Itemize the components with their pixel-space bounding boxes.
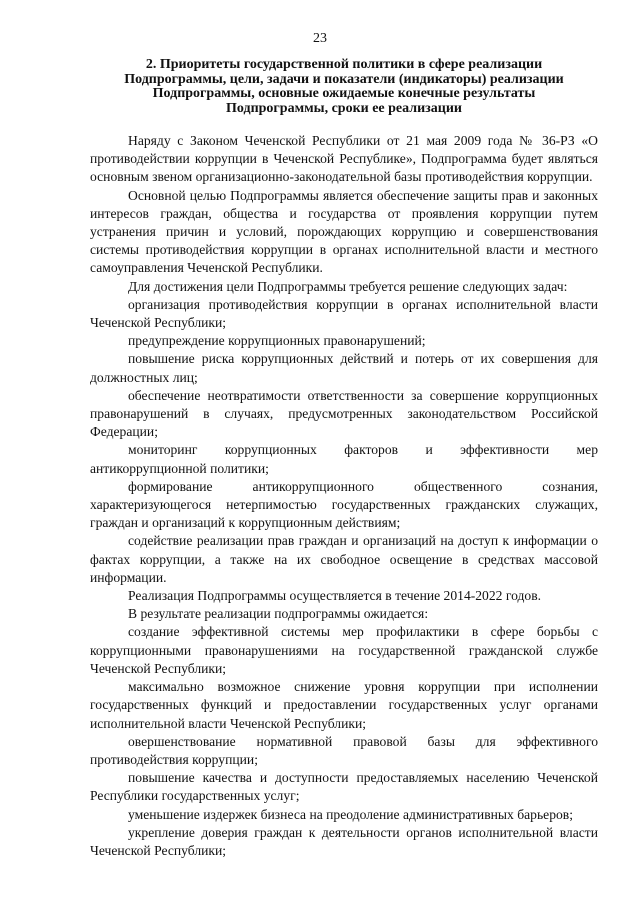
list-item: овершенствование нормативной правовой базы для эффективного противодействия коррупции; — [90, 733, 598, 767]
paragraph: Наряду с Законом Чеченской Республики от 21 мая 2009 года № 36-РЗ «О противодействии коррупции в Чеченской Республике», Подпрограмма будет являться основным звеном организационно-законодательной базы противодействия коррупции. — [90, 133, 598, 185]
page-number: 23 — [313, 31, 327, 46]
section-heading-line: 2. Приоритеты государственной политики в сфере реализации — [145, 57, 543, 72]
paragraph: Для достижения цели Подпрограммы требуется решение следующих задач: — [128, 278, 568, 294]
list-item: укрепление доверия граждан к деятельности органов исполнительной власти Чеченской Республики; — [90, 824, 598, 858]
section-heading-line: Подпрограммы, цели, задачи и показатели (индикаторы) реализации — [124, 71, 564, 87]
list-item: организация противодействия коррупции в органах исполнительной власти Чеченской Республики; — [90, 296, 598, 331]
paragraph: В результате реализации подпрограммы ожидается: — [128, 606, 429, 622]
list-item: предупреждение коррупционных правонарушений; — [128, 333, 426, 349]
section-heading-line: Подпрограммы, сроки ее реализации — [226, 100, 462, 116]
section-heading — [90, 58, 598, 116]
list-item: формирование антикоррупционного общественного сознания, характеризующегося нетерпимостью государственных гражданских служащих, граждан и организаций к коррупционным действиям; — [90, 478, 598, 531]
paragraph: Основной целью Подпрограммы является обеспечение защиты прав и законных интересов граждан, общества и государства от проявления коррупции путем устранения причин и условий, порождающих коррупцию и совершенствования системы противодействия коррупции в органах исполнительной власти и местного самоуправления Чеченской Республики. — [90, 187, 598, 276]
list-item: мониторинг коррупционных факторов и эффективности мер антикоррупционной политики; — [90, 442, 598, 476]
list-item: повышение качества и доступности предоставляемых населению Чеченской Республики государственных услуг; — [90, 770, 598, 804]
section-heading-line: Подпрограммы, основные ожидаемые конечные результаты — [152, 86, 536, 101]
list-item: содействие реализации прав граждан и организаций на доступ к информации о фактах коррупции, а также на их свободное освещение в средствах массовой информации. — [90, 533, 598, 585]
list-item: повышение риска коррупционных действий и потерь от их совершения для должностных лиц; — [90, 351, 598, 385]
body-text — [90, 132, 598, 860]
paragraph: Реализация Подпрограммы осуществляется в течение 2014-2022 годов. — [128, 588, 542, 604]
list-item: создание эффективной системы мер профилактики в сфере борьбы с коррупционными правонарушениями на государственной гражданской службе Чеченской Республики; — [90, 624, 598, 676]
list-item: обеспечение неотвратимости ответственности за совершение коррупционных правонарушений в случаях, предусмотренных законодательством Российской Федерации; — [90, 387, 598, 440]
list-item: максимально возможное снижение уровня коррупции при исполнении государственных функций и предоставлении государственных услуг органами исполнительной власти Чеченской Республики; — [90, 679, 598, 731]
list-item: уменьшение издержек бизнеса на преодоление административных барьеров; — [128, 806, 573, 822]
